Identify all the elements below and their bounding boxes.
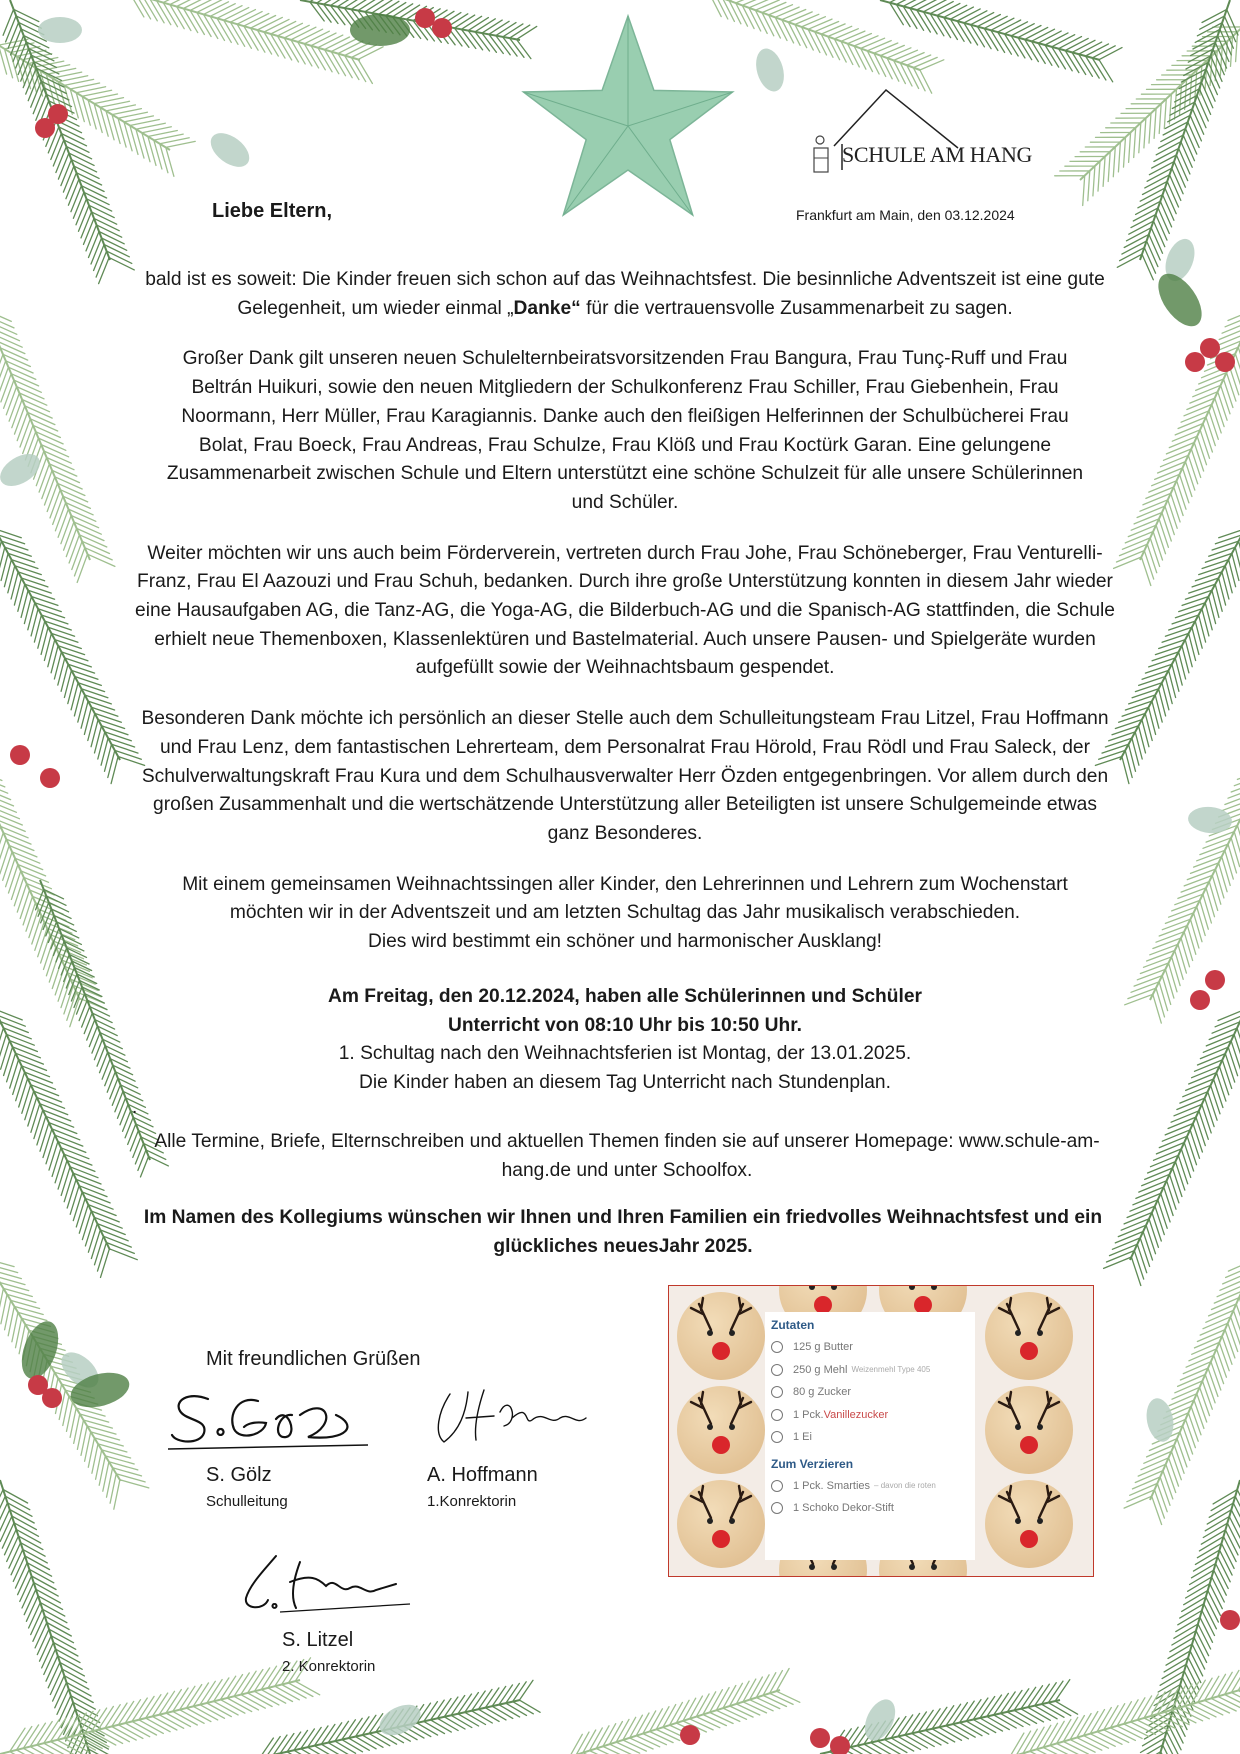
last-day-notice: Am Freitag, den 20.12.2024, haben alle Schülerinnen und Schüler [328, 986, 922, 1007]
schedule-notice [130, 983, 1120, 1098]
pine-needles [1117, 9, 1238, 279]
lesson-times: Unterricht von 08:10 Uhr bis 10:50 Uhr. [447, 1014, 802, 1036]
reindeer-cookie [985, 1292, 1073, 1380]
pine-needles [0, 1490, 113, 1754]
checkbox-icon [771, 1480, 783, 1492]
holly-berry [1215, 352, 1235, 372]
holly-berry [432, 18, 452, 38]
signer-name-litzel: S. Litzel [282, 1629, 354, 1651]
smarties-nose [712, 1436, 730, 1454]
signature-hoffmann [420, 1382, 600, 1452]
date-line: Frankfurt am Main, den 03.12.2024 [796, 207, 1015, 223]
school-logo [798, 88, 1038, 178]
stray-dot: . [132, 1097, 138, 1118]
smarties-nose [1020, 1530, 1038, 1548]
eucalyptus-leaf [205, 126, 256, 173]
ingredient-item: 250 g Mehl Weizenmehl Type 405 [765, 1359, 975, 1382]
reindeer-cookie [985, 1480, 1073, 1568]
pine-needles [1010, 1667, 1240, 1754]
checkbox-icon [771, 1409, 783, 1421]
holly-berry [1190, 990, 1210, 1010]
holly-berry [40, 768, 60, 788]
staff-thanks-paragraph: Besonderen Dank möchte ich persönlich an dieser Stelle auch dem Schulleitungsteam Frau Litzel, Frau Hoffmann und Frau Lenz, dem fantastischen Lehrerteam, dem Personalrat Frau Hörold, Frau Rödl und Frau Saleck, der Schulverwaltungskraft Frau Kura und dem Schulhausverwalter Herr Özden entgegenbringen. Vor allem durch den großen Zusammenhalt und die wertschätzende Unterstützung aller Beteiligten ist unsere Schulgemeinde etwas ganz Besonderes. [141, 708, 1109, 844]
cookie-eye [707, 1330, 713, 1336]
recipe-card [765, 1312, 975, 1560]
ingredient-item: 80 g Zucker [765, 1381, 975, 1404]
antler-icon [879, 1285, 967, 1290]
homepage-paragraph: Alle Termine, Briefe, Elternschreiben und aktuellen Themen finden sie auf unserer Homepage: www.schule-am-hang.de und unter Schoolfox. [154, 1131, 1100, 1181]
holly-berry [1205, 970, 1225, 990]
cookie-eye [729, 1518, 735, 1524]
holly-berry [48, 104, 68, 124]
logo-text: SCHULE AM HANG [842, 142, 1033, 167]
smarties-nose [1020, 1342, 1038, 1360]
holly-berry [830, 1736, 850, 1754]
pine-needles [1124, 1259, 1240, 1524]
antler-icon [677, 1296, 765, 1336]
cookie-eye [931, 1564, 937, 1570]
signature-litzel [240, 1548, 420, 1618]
checkbox-icon [771, 1364, 783, 1376]
antler-icon [779, 1285, 867, 1290]
first-day-notice: 1. Schultag nach den Weihnachtsferien ist Montag, der 13.01.2025. [338, 1043, 912, 1065]
cookie-eye [1037, 1518, 1043, 1524]
antler-icon [985, 1484, 1073, 1524]
holly-berry [42, 1388, 62, 1408]
signer-role-litzel: 2. Konrektorin [282, 1658, 376, 1675]
greeting: Liebe Eltern, [212, 200, 333, 222]
pine-branch-stem [1150, 760, 1240, 1000]
intro-paragraph: bald ist es soweit: Die Kinder freuen sich schon auf das Weihnachtsfest. Die besinnliche Adventszeit ist eine gute Gelegenheit, um wieder einmal „Danke“ für die vertrauensvolle Zusammenarbeit zu sagen. [145, 269, 1105, 319]
pine-needles [1114, 309, 1240, 585]
thanks-word: Danke“ [513, 297, 581, 319]
pine-branch-stem [0, 1480, 90, 1754]
pine-branch-stem [700, 0, 920, 70]
cookie-eye [1015, 1424, 1021, 1430]
ingredient-item: 1 Ei [765, 1426, 975, 1449]
cookie-eye [909, 1564, 915, 1570]
holly-berry [10, 745, 30, 765]
cookie-eye [729, 1330, 735, 1336]
cookie-eye [1015, 1518, 1021, 1524]
cookie-eye [1015, 1330, 1021, 1336]
holly-berry [680, 1725, 700, 1745]
ingredients-heading: Zutaten [771, 1318, 815, 1332]
cookie-eye [707, 1518, 713, 1524]
smarties-nose [914, 1576, 932, 1577]
regards: Mit freundlichen Grüßen [206, 1348, 421, 1370]
reindeer-cookie [677, 1292, 765, 1380]
ingredient-item: 125 g Butter [765, 1336, 975, 1359]
reindeer-cookie [677, 1480, 765, 1568]
holly-berry [1200, 338, 1220, 358]
signer-name-goelz: S. Gölz [206, 1464, 272, 1486]
reindeer-cookie-recipe [668, 1285, 1094, 1577]
smarties-nose [814, 1576, 832, 1577]
holly-berry [1220, 1610, 1240, 1630]
signer-role-hoffmann: 1.Konrektorin [427, 1493, 517, 1510]
smarties-nose [712, 1530, 730, 1548]
decor-item: 1 Pck. Smarties – davon die roten [765, 1475, 975, 1498]
holiday-wishes: Im Namen des Kollegiums wünschen wir Ihnen und Ihren Familien ein friedvolles Weihnachtsfest und ein glückliches neuesJahr 2025. [143, 1207, 1103, 1257]
parents-council-paragraph: Großer Dank gilt unseren neuen Schulelternbeiratsvorsitzenden Frau Bangura, Frau Tunç-Ruff und Frau Beltrán Huikuri, sowie den neuen Mitgliedern der Schulkonferenz Frau Schiller, Frau Giebenhein, Frau Noormann, Herr Müller, Frau Karagiannis. Danke auch den fleißigen Helferinnen der Schulbücherei Frau Bolat, Frau Boeck, Frau Andreas, Frau Schulze, Frau Klöß und Frau Koctürk Garan. Eine gelungene Zusammenarbeit zwischen Schule und Eltern unterstützt eine schöne Schulzeit für alle unsere Schülerinnen und Schüler. [166, 348, 1084, 513]
cookie-eye [729, 1424, 735, 1430]
cookie-eye [809, 1564, 815, 1570]
pine-needles [0, 1009, 137, 1277]
antler-icon [985, 1390, 1073, 1430]
holly-berry [1185, 352, 1205, 372]
antler-icon [985, 1296, 1073, 1336]
smarties-nose [1020, 1436, 1038, 1454]
pine-branch-stem [820, 1700, 1060, 1754]
pine-branch-stem [1120, 520, 1240, 760]
eucalyptus-leaf [38, 17, 82, 43]
pine-needles [130, 0, 384, 84]
signer-role-goelz: Schulleitung [206, 1493, 288, 1510]
checkbox-icon [771, 1386, 783, 1398]
timetable-notice: Die Kinder haben an diesem Tag Unterricht nach Stundenplan. [359, 1072, 891, 1094]
ingredient-item: 1 Pck. Vanillezucker [765, 1404, 975, 1427]
cookie-eye [1037, 1424, 1043, 1430]
checkbox-icon [771, 1341, 783, 1353]
holly-leaf [350, 14, 410, 46]
eucalyptus-leaf [1143, 1396, 1177, 1444]
checkbox-icon [771, 1502, 783, 1514]
cookie-eye [1037, 1330, 1043, 1336]
cookie-eye [707, 1424, 713, 1430]
smarties-nose [712, 1342, 730, 1360]
cookie-eye [831, 1564, 837, 1570]
decor-heading: Zum Verzieren [771, 1456, 854, 1471]
support-association-paragraph: Weiter möchten wir uns auch beim Förderverein, vertreten durch Frau Johe, Frau Schöneberger, Frau Venturelli-Franz, Frau El Aazouzi und Frau Schuh, bedanken. Durch ihre große Unterstützung konnten in diesem Jahr wieder eine Hausaufgaben AG, die Tanz-AG, die Yoga-AG, die Bilderbuch-AG und die Spanisch-AG stattfinden, die Schule erhielt neue Themenboxen, Klassenlektüren und Bastelmaterial. Auch unsere Pausen- und Spielgeräte wurden aufgefüllt sowie der Weihnachtsbaum gespendet. [135, 542, 1115, 679]
pine-needles [3, 9, 134, 283]
christmas-singing-paragraph: Mit einem gemeinsamen Weihnachtssingen aller Kinder, den Lehrerinnen und Lehrern zum Wochenstart möchten wir in der Adventszeit und am letzten Schultag das Jahr musikalisch verabschieden. Dies wird bestimmt ein schöner und harmonischer Ausklang! [182, 873, 1068, 953]
checkbox-icon [771, 1431, 783, 1443]
pine-branch-stem [880, 0, 1100, 60]
eucalyptus-leaf [751, 45, 788, 94]
holly-berry [810, 1728, 830, 1748]
antler-icon [677, 1390, 765, 1430]
reindeer-cookie [985, 1386, 1073, 1474]
decor-item: 1 Schoko Dekor-Stift [765, 1497, 975, 1520]
signer-name-hoffmann: A. Hoffmann [427, 1464, 538, 1486]
letter-body [130, 266, 1120, 975]
reindeer-cookie [677, 1386, 765, 1474]
pine-needles [0, 769, 107, 1027]
antler-icon [677, 1484, 765, 1524]
signature-goelz [168, 1385, 378, 1455]
holly-berry [415, 8, 435, 28]
